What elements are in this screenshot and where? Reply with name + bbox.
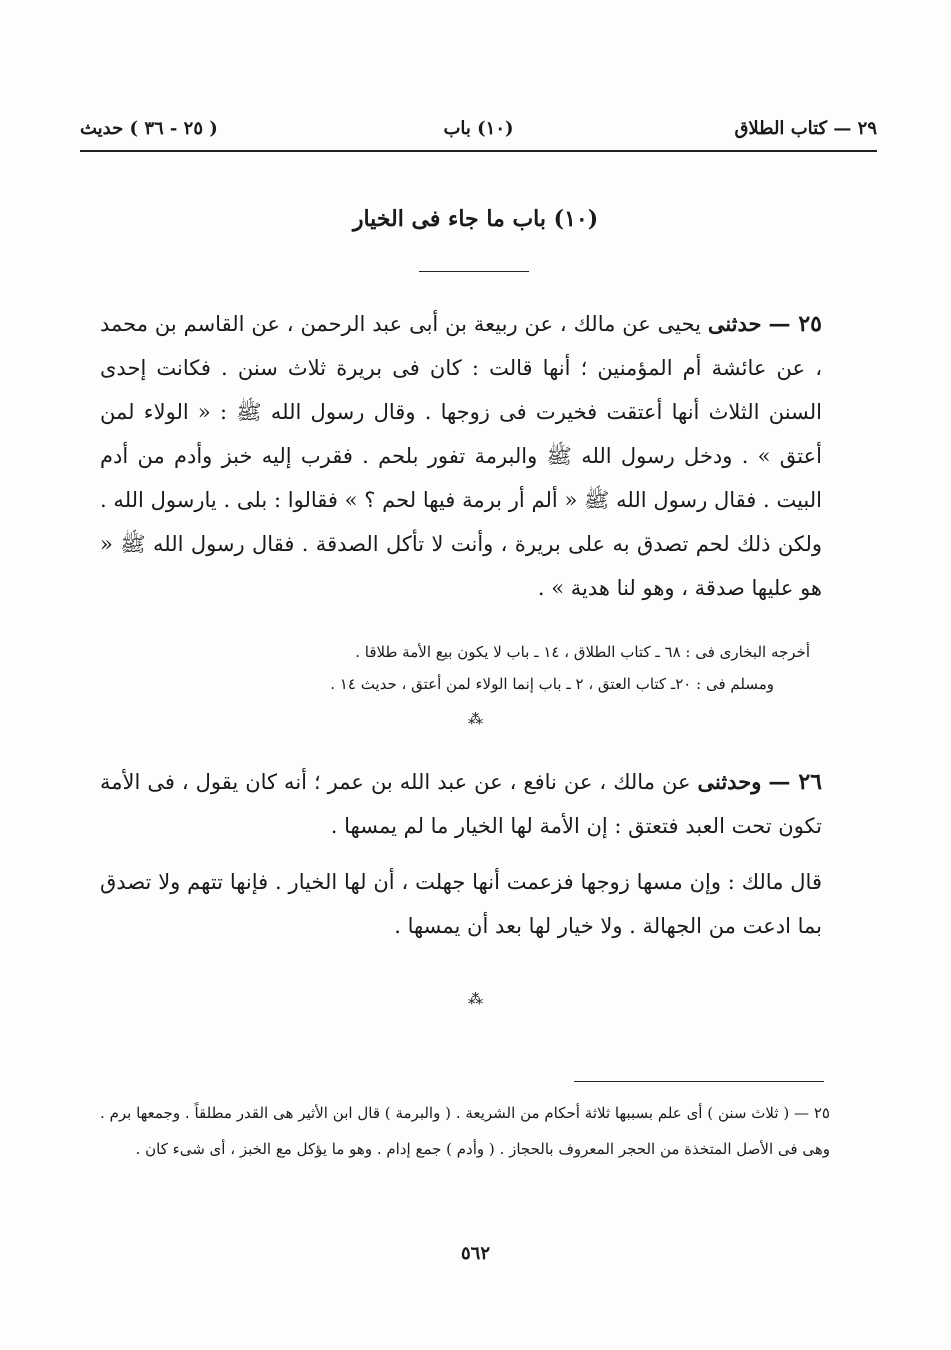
section-separator: ⁂ bbox=[468, 710, 483, 728]
hadith-text: عن مالك ، عن نافع ، عن عبد الله بن عمر ؛ أنه كان يقول ، فى الأمة تكون تحت العبد فتعتق : إن الأمة لها الخيار ما لم يمسها . bbox=[100, 770, 822, 838]
header-book-title: ٢٩ — كتاب الطلاق bbox=[734, 118, 877, 139]
hadith-number: ٢٥ — bbox=[768, 311, 822, 337]
header-divider bbox=[80, 150, 877, 152]
section-separator: ⁂ bbox=[468, 990, 483, 1008]
footnote-divider bbox=[574, 1081, 824, 1082]
footnotes: ٢٥ — ( ثلاث سنن ) أى علم بسببها ثلاثة أحكام من الشريعة . ( والبرمة ) قال ابن الأثير هى القدر مطلقاً . وجمعها برم . وهى فى الأصل المتخذة من الحجر المعروف بالحجاز . ( وأدم ) جمع إدام . وهو ما يؤكل مع الخبز ، أى شىء كان . bbox=[100, 1104, 830, 1158]
hadith-lead-word: حدثنى bbox=[707, 311, 762, 336]
malik-commentary: قال مالك : وإن مسها زوجها فزعمت أنها جهلت ، أن لها الخيار . فإنها تتهم ولا تصدق بما ادعت من الجهالة . ولا خيار لها بعد أن يمسها . bbox=[100, 870, 822, 938]
header-hadith-range: ( ٢٥ - ٣٦ ) حديث bbox=[80, 118, 218, 139]
source-line-muslim: ومسلم فى : ٢٠ـ كتاب العتق ، ٢ ـ باب إنما الولاء لمن أعتق ، حديث ١٤ . bbox=[330, 675, 774, 693]
header-chapter-label: (١٠) باب bbox=[443, 118, 514, 139]
source-line-bukhari: أخرجه البخارى فى : ٦٨ ـ كتاب الطلاق ، ١٤ ـ باب لا يكون بيع الأمة طلاقا . bbox=[355, 643, 810, 661]
running-header bbox=[80, 118, 877, 146]
hadith-number: ٢٦ — bbox=[768, 769, 822, 795]
hadith-text: يحيى عن مالك ، عن ربيعة بن أبى عبد الرحمن ، عن القاسم بن محمد ، عن عائشة أم المؤمنين ؛ أنها قالت : كان فى بريرة ثلاث سنن . فكانت إحدى السنن الثلاث أنها أعتقت فخيرت فى زوجها . وقال رسول الله ﷺ : « الولاء لمن أعتق » . ودخل رسول الله ﷺ والبرمة تفور بلحم . فقرب إليه خبز وأدم من أدم البيت . فقال رسول الله ﷺ « ألم أر برمة فيها لحم ؟ » فقالوا : بلى . يارسول الله . ولكن ذلك لحم تصدق به على بريرة ، وأنت لا تأكل الصدقة . فقال رسول الله ﷺ « هو عليها صدقة ، وهو لنا هدية » . bbox=[100, 312, 822, 600]
hadith-26 bbox=[100, 760, 822, 848]
page-number: ٥٦٢ bbox=[460, 1243, 490, 1264]
source-references bbox=[130, 636, 810, 700]
hadith-25 bbox=[100, 302, 822, 610]
hadith-lead-word: وحدثنى bbox=[697, 769, 762, 794]
title-divider bbox=[419, 271, 529, 272]
chapter-title: (١٠) باب ما جاء فى الخيار bbox=[352, 206, 599, 232]
